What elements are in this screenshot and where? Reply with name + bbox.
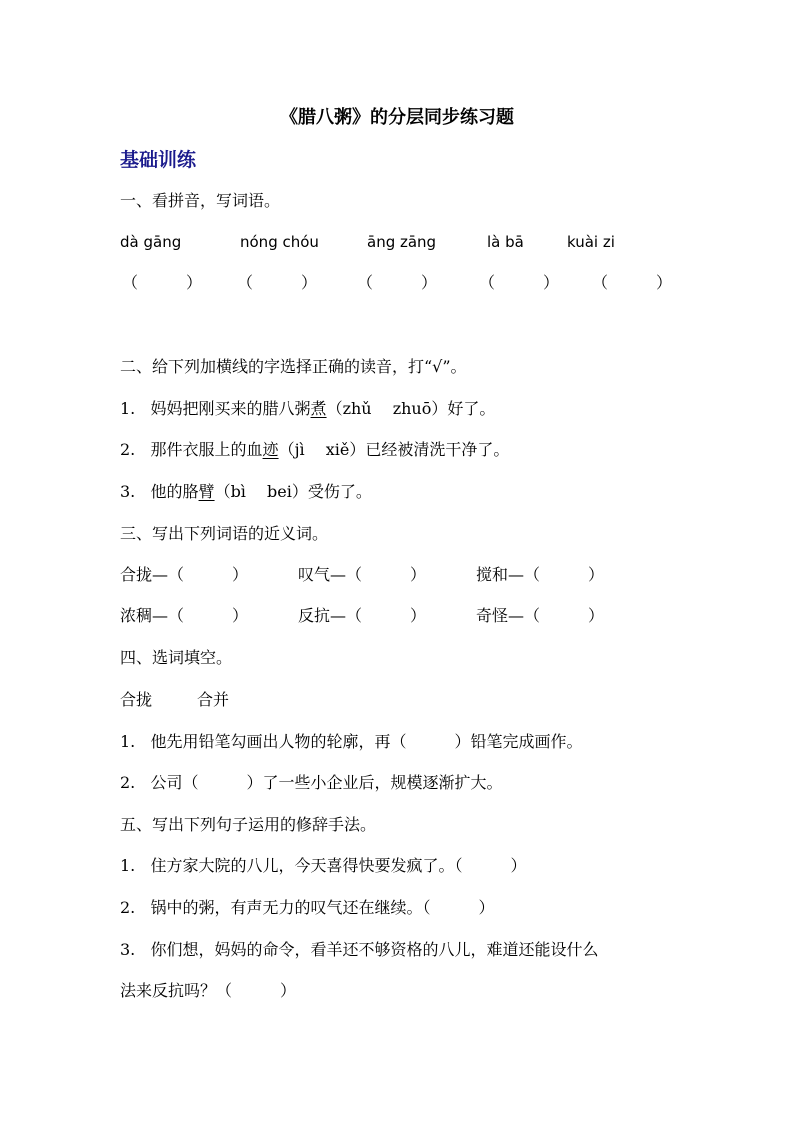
item-options[interactable]: （bì bei）受伤了。: [214, 482, 372, 501]
item-text: 妈妈把刚买来的腊八粥: [150, 399, 311, 418]
item-number: 2.: [120, 898, 136, 917]
item-text[interactable]: 住方家大院的八儿，今天喜得快要发疯了。（ ）: [150, 856, 527, 875]
word-choice-2: 合并: [197, 690, 230, 709]
section-heading: 基础训练: [120, 149, 197, 171]
question-2-item-1: [120, 399, 495, 419]
question-1-heading: 一、看拼音，写词语。: [120, 191, 281, 210]
underlined-char: 迹: [262, 440, 279, 459]
question-4-heading: 四、选词填空。: [120, 648, 233, 667]
synonym-blank[interactable]: 搅和—（ ）: [476, 565, 605, 584]
underlined-char: 煮: [310, 399, 327, 418]
underlined-char: 臂: [198, 482, 215, 501]
question-5-item-3: [120, 940, 599, 960]
item-text[interactable]: 他先用铅笔勾画出人物的轮廓，再（ ）铅笔完成画作。: [150, 732, 583, 751]
page-title: 《腊八粥》的分层同步练习题: [280, 107, 514, 128]
item-text: 你们想，妈妈的命令，看羊还不够资格的八儿，难道还能设什么: [150, 940, 599, 959]
answer-blank-5[interactable]: （ ）: [592, 273, 673, 292]
item-options[interactable]: （jì xiě）已经被清洗干净了。: [278, 440, 510, 459]
item-text[interactable]: 锅中的粥，有声无力的叹气还在继续。（ ）: [150, 898, 495, 917]
pinyin-2: nóng chóu: [240, 233, 319, 251]
question-2-item-3: [120, 482, 372, 502]
question-5-item-2: [120, 898, 495, 918]
synonym-blank[interactable]: 反抗—（ ）: [298, 606, 427, 625]
synonym-blank[interactable]: 合拢—（ ）: [120, 565, 249, 584]
question-4-item-2: [120, 773, 503, 793]
item-number: 2.: [120, 773, 136, 792]
synonym-blank[interactable]: 奇怪—（ ）: [476, 606, 605, 625]
item-text[interactable]: 公司（ ）了一些小企业后，规模逐渐扩大。: [150, 773, 503, 792]
question-5-heading: 五、写出下列句子运用的修辞手法。: [120, 815, 377, 834]
item-number: 3.: [120, 940, 136, 959]
question-4-item-1: [120, 732, 583, 752]
pinyin-1: dà gāng: [120, 233, 182, 251]
synonym-blank[interactable]: 浓稠—（ ）: [120, 606, 249, 625]
item-number: 2.: [120, 440, 136, 459]
synonym-blank[interactable]: 叹气—（ ）: [298, 565, 427, 584]
question-5-item-1: [120, 856, 527, 876]
answer-blank-4[interactable]: （ ）: [479, 273, 560, 292]
item-number: 3.: [120, 482, 136, 501]
word-choice-1: 合拢: [120, 690, 153, 709]
answer-blank-2[interactable]: （ ）: [237, 273, 318, 292]
pinyin-4: là bā: [487, 233, 524, 251]
question-3-heading: 三、写出下列词语的近义词。: [120, 524, 329, 543]
item-text: 他的胳: [150, 482, 199, 501]
question-2-heading: 二、给下列加横线的字选择正确的读音，打“√”。: [120, 357, 467, 376]
pinyin-5: kuài zi: [567, 233, 615, 251]
item-number: 1.: [120, 732, 136, 751]
question-2-item-2: [120, 440, 509, 460]
pinyin-3: āng zāng: [367, 233, 437, 251]
question-5-item-3-continuation[interactable]: 法来反抗吗？（ ）: [120, 981, 297, 1000]
answer-blank-1[interactable]: （ ）: [122, 273, 203, 292]
item-options[interactable]: （zhǔ zhuō）好了。: [326, 399, 496, 418]
item-number: 1.: [120, 856, 136, 875]
answer-blank-3[interactable]: （ ）: [357, 273, 438, 292]
item-text: 那件衣服上的血: [150, 440, 263, 459]
item-number: 1.: [120, 399, 136, 418]
